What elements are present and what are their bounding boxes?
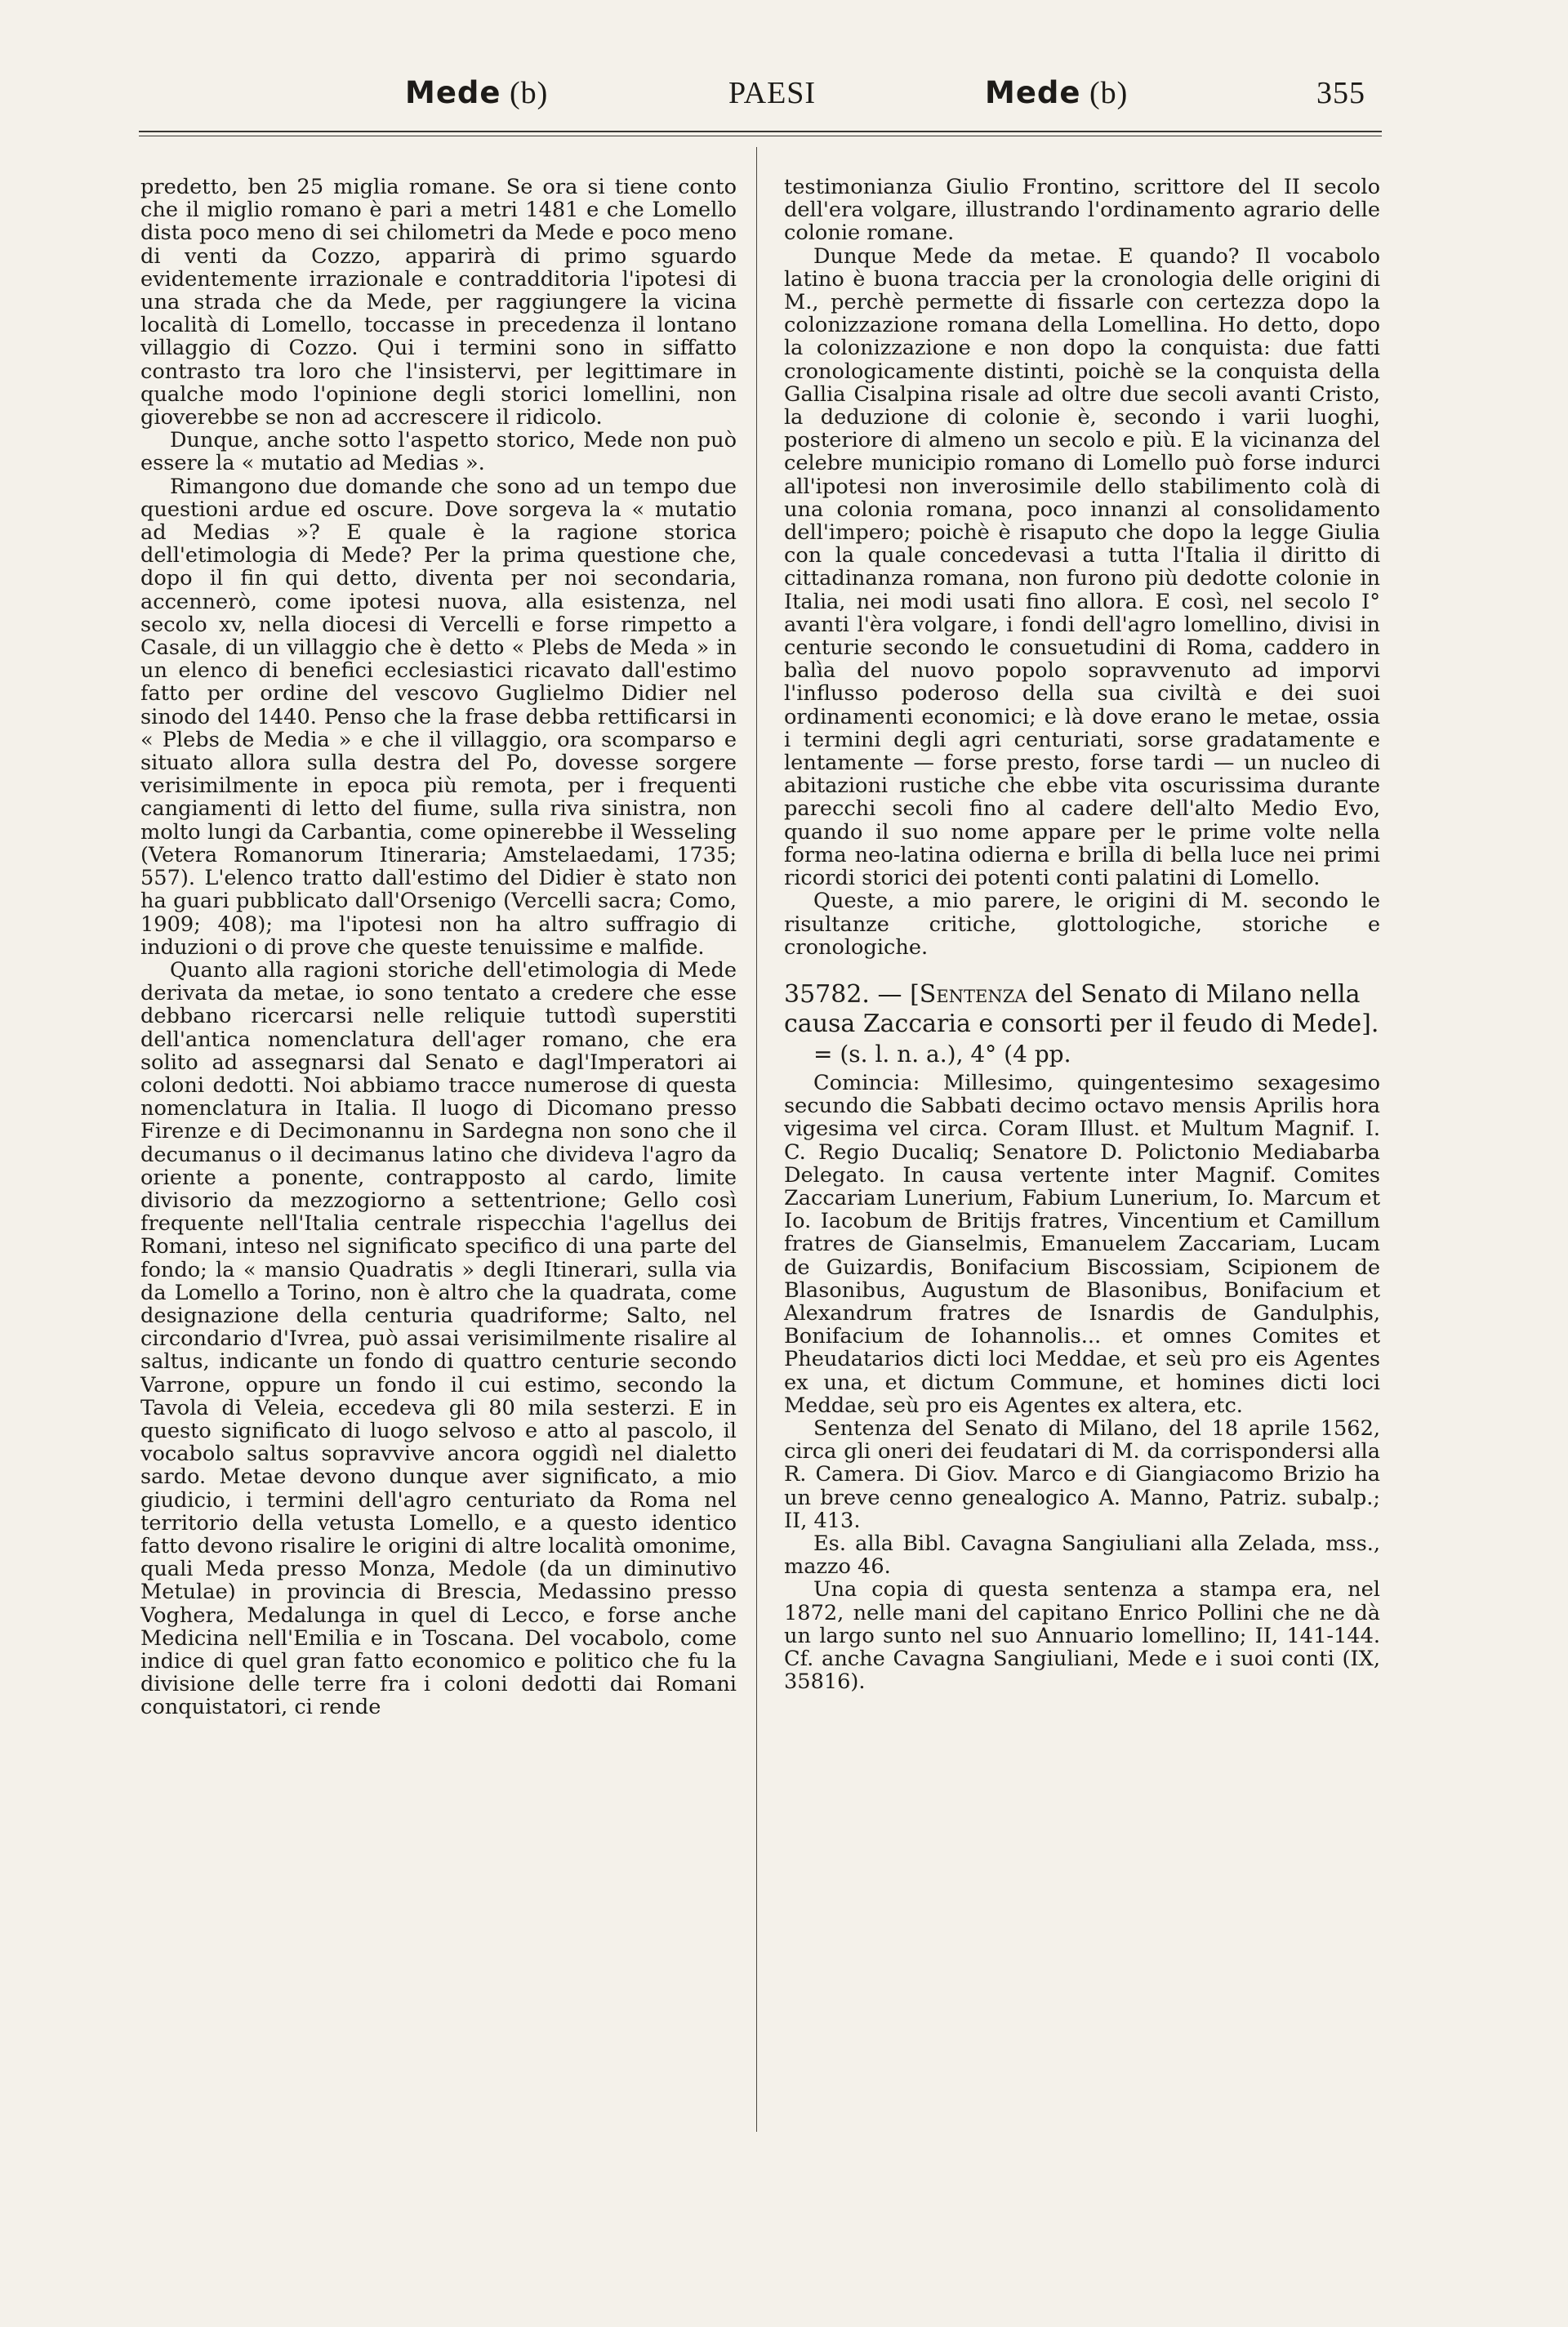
header-center: PAESI [728, 76, 817, 110]
header-left [405, 75, 548, 111]
paragraph: Dunque Mede da metae. E quando? Il vocabolo latino è buona traccia per la cronologia delle origini di M., perchè permette di fissarle con certezza dopo la colonizzazione romana della Lomellina. Ho detto, dopo la colonizzazione e non dopo la conquista: due fatti cronologicamente distinti, poichè se la conquista della Gallia Cisalpina risale ad oltre due secoli avanti Cristo, la deduzione di colonie è, secondo i varii luoghi, posteriore di almeno un secolo e più. E la vicinanza del celebre municipio romano di Lomello può forse indurci all'ipotesi non inverosimile dello stabilimento colà di una colonia romana, poco innanzi al consolidamento dell'impero; poichè è risaputo che dopo la legge Giulia con la quale concedevasi a tutta l'Italia il diritto di cittadinanza romana, non furono più dedotte colonie in Italia, nei modi usati fino allora. E così, nel secolo I° avanti l'èra volgare, i fondi dell'agro lomellino, divisi in centurie secondo le consuetudini di Roma, caddero in balìa del nuovo popolo sopravvenuto ad imporvi l'influsso poderoso della sua civiltà e dei suoi ordinamenti economici; e là dove erano le metae, ossia i termini degli agri centuriati, sorse gradatamente e lentamente — forse presto, forse tardi — un nucleo di abitazioni rustiche che ebbe vita oscurissima durante parecchi secoli fino al cadere dell'alto Medio Evo, quando il suo nome appare per le prime volte nella forma neo-latina odierna e brilla di bella luce nei primi ricordi storici dei potenti conti palatini di Lomello. [784, 243, 1380, 891]
right-column [784, 176, 1380, 1693]
header-right-suffix: (b) [1089, 76, 1129, 110]
paragraph: Es. alla Bibl. Cavagna Sangiuliani alla Zelada, mss., mazzo 46. [784, 1531, 1380, 1580]
bibliographic-entry [784, 980, 1380, 1039]
entry-title: del Senato di Milano nella causa Zaccaria e consorti per il feudo di Mede]. [784, 979, 1379, 1038]
paragraph: testimonianza Giulio Frontino, scrittore del II secolo dell'era volgare, illustrando l'ordinamento agrario delle colonie romane. [784, 175, 1380, 246]
running-header [144, 75, 1385, 132]
entry-heading: 35782. — [Sentenza del Senato di Milano nella causa Zaccaria e consorti per il feudo di Mede]. [784, 979, 1379, 1038]
entry-format: = (s. l. n. a.), 4° (4 pp. [813, 1040, 1071, 1068]
header-right [985, 75, 1128, 111]
column-divider [756, 147, 757, 2132]
page-number: 355 [1316, 76, 1365, 110]
header-right-title: Mede [985, 75, 1081, 110]
paragraph: Quanto alla ragioni storiche dell'etimologia di Mede derivata da metae, io sono tentato a credere che esse debbano ricercarsi nelle reliquie tuttodì superstiti dell'antica nomenclatura dell'ager romano, che era solito ad assegnarsi dal Senato e dagl'Imperatori ai coloni dedotti. Noi abbiamo tracce numerose di questa nomenclatura in Italia. Il luogo di Dicomano presso Firenze e di Decimonannu in Sardegna non sono che il decumanus o il decimanus latino che divideva l'agro da oriente a ponente, contrapposto al cardo, limite divisorio da mezzogiorno a settentrione; Gello così frequente nell'Italia centrale rispecchia l'agellus dei Romani, inteso nel significato specifico di una parte del fondo; la « mansio Quadratis » degli Itinerari, sulla via da Lomello a Torino, non è altro che la quadrata, come designazione della centuria quadriforme; Salto, nel circondario d'Ivrea, può assai verisimilmente risalire al saltus, indicante un fondo di quattro centurie secondo Varrone, oppure un fondo il cui estimo, secondo la Tavola di Veleia, eccedeva gli 80 mila sesterzi. E in questo significato di luogo selvoso e atto al pascolo, il vocabolo saltus sopravvive ancora oggidì nel dialetto sardo. Metae devono dunque aver significato, a mio giudicio, i termini dell'agro centuriato da Roma nel territorio della vetusta Lomello, e a questo identico fatto devono risalire le origini di altre località omonime, quali Meda presso Monza, Medole (da un diminutivo Metulae) in provincia di Brescia, Medassino presso Voghera, Medalunga in quel di Lecco, e forse anche Medicina nell'Emilia e in Toscana. Del vocabolo, come indice di quel gran fatto economico e politico che fu la divisione delle terre fra i coloni dedotti dai Romani conquistatori, ci rende [140, 957, 737, 1720]
paragraph: Queste, a mio parere, le origini di M. secondo le risultanze critiche, glottologiche, storiche e cronologiche. [784, 889, 1380, 960]
header-left-suffix: (b) [510, 76, 549, 110]
header-rule [139, 131, 1382, 132]
left-column [140, 176, 737, 1719]
entry-number: 35782. [784, 979, 870, 1009]
paragraph: Una copia di questa sentenza a stampa era, nel 1872, nelle mani del capitano Enrico Pollini che ne dà un largo sunto nel suo Annuario lomellino; II, 141-144. Cf. anche Cavagna Sangiuliani, Mede e i suoi conti (IX, 35816). [784, 1577, 1380, 1695]
paragraph: predetto, ben 25 miglia romane. Se ora si tiene conto che il miglio romano è pari a metri 1481 e che Lomello dista poco meno di sei chilometri da Mede e poco meno di venti da Cozzo, apparirà di primo sguardo evidentemente irrazionale e contradditoria l'ipotesi di una strada che da Mede, per raggiungere la vicina località di Lomello, toccasse in precedenza il lontano villaggio di Cozzo. Qui i termini sono in siffatto contrasto tra loro che l'insistervi, per legittimare in qualche modo l'opinione degli storici lomellini, non gioverebbe se non ad accrescere il ridicolo. [140, 175, 737, 430]
entry-dash: — [877, 979, 902, 1009]
paragraph: Dunque, anche sotto l'aspetto storico, Mede non può essere la « mutatio ad Medias ». [140, 428, 737, 476]
entry-title-smallcaps: Sentenza [919, 979, 1027, 1009]
header-left-title: Mede [405, 75, 501, 110]
paragraph: Rimangono due domande che sono ad un tempo due questioni ardue ed oscure. Dove sorgeva la « mutatio ad Medias »? E quale è la ragione storica dell'etimologia di Mede? Per la prima questione che, dopo il fin qui detto, diventa per noi secondaria, accennerò, come ipotesi nuova, alla esistenza, nel secolo xv, nella diocesi di Vercelli e forse rimpetto a Casale, di un villaggio che è detto « Plebs de Meda » in un elenco di benefici ecclesiastici ricavato dall'estimo fatto per ordine del vescovo Guglielmo Didier nel sinodo del 1440. Penso che la frase debba rettificarsi in « Plebs de Media » e che il villaggio, ora scomparso e situato allora sulla destra del Po, dovesse sorgere verisimilmente in epoca più remota, per i frequenti cangiamenti di letto del fiume, sulla riva sinistra, non molto lungi da Carbantia, come opinerebbe il Wesseling (Vetera Romanorum Itineraria; Amstelaedami, 1735; 557). L'elenco tratto dall'estimo del Didier è stato non ha guari pubblicato dall'Orsenigo (Vercelli sacra; Como, 1909; 408); ma l'ipotesi non ha altro suffragio di induzioni o di prove che queste tenuissime e malfide. [140, 474, 737, 960]
paragraph: Comincia: Millesimo, quingentesimo sexagesimo secundo die Sabbati decimo octavo mensis Aprilis hora vigesima vel circa. Coram Illust. et Multum Magnif. I. C. Regio Ducaliq; Senatore D. Polictonio Mediabarba Delegato. In causa vertente inter Magnif. Comites Zaccariam Lunerium, Fabium Lunerium, Io. Marcum et Io. Iacobum de Britijs fratres, Vincentium et Camillum fratres de Gianselmis, Emanuelem Zaccariam, Lucam de Guizardis, Bonifacium Biscossiam, Scipionem de Blasonibus, Augustum de Blasonibus, Bonifacium et Alexandrum fratres de Isnardis de Gandulphis, Bonifacium de Iohannolis... et omnes Comites et Pheudatarios dicti loci Meddae, et seù pro eis Agentes ex una, et dictum Commune, et homines dicti loci Meddae, seù pro eis Agentes ex altera, etc. [784, 1070, 1380, 1418]
paragraph: Sentenza del Senato di Milano, del 18 aprile 1562, circa gli oneri dei feudatari di M. da corrispondersi alla R. Camera. Di Giov. Marco e di Giangiacomo Brizio ha un breve cenno genealogico A. Manno, Patriz. subalp.; II, 413. [784, 1415, 1380, 1533]
